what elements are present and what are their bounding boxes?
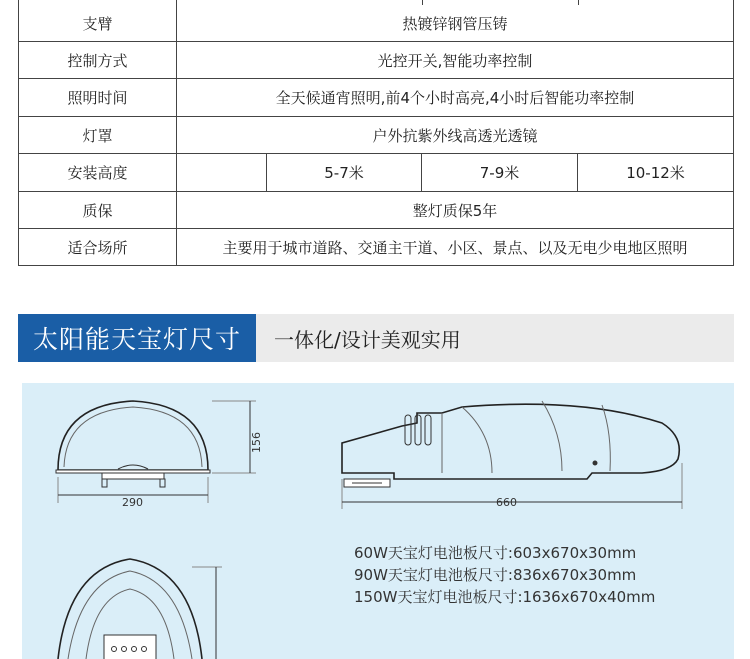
- table-row: [19, 42, 733, 79]
- row-label-lighting-time: 照明时间: [19, 79, 177, 116]
- row-label-control: 控制方式: [19, 42, 177, 78]
- side-view-drawing: [342, 401, 682, 509]
- bottom-view-drawing: [58, 559, 222, 659]
- row-value-height-2: 7-9米: [422, 154, 578, 191]
- row-value-height-3: 10-12米: [626, 164, 685, 182]
- row-value-warranty: 整灯质保5年: [412, 201, 498, 220]
- row-label-lens: 灯罩: [19, 117, 177, 153]
- dimension-drawing-panel: [22, 383, 734, 659]
- row-value-height-1: 5-7米: [267, 154, 422, 191]
- section-subtitle: 一体化/设计美观实用: [274, 327, 461, 352]
- row-blank-cell: [177, 154, 267, 191]
- row-value-arm: 热镀锌钢管压铸: [402, 14, 508, 33]
- row-value-lighting-time: 全天候通宵照明,前4个小时高亮,4小时后智能功率控制: [275, 89, 635, 107]
- row-value-control: 光控开关,智能功率控制: [377, 51, 533, 70]
- section-title: 太阳能天宝灯尺寸: [18, 314, 256, 362]
- battery-panel-specs: [354, 542, 655, 608]
- table-row: [19, 154, 733, 192]
- row-label-install-height: 安装高度: [19, 154, 177, 191]
- row-value-lens: 户外抗紫外线高透光透镜: [372, 126, 538, 145]
- front-height-label: 156: [250, 432, 263, 453]
- row-value-applications: 主要用于城市道路、交通主干道、小区、景点、以及无电少电地区照明: [222, 239, 688, 257]
- battery-spec-90w: 90W天宝灯电池板尺寸:836x670x30mm: [354, 566, 637, 584]
- table-row: [19, 5, 733, 42]
- row-label-warranty: 质保: [19, 192, 177, 228]
- battery-spec-60w: 60W天宝灯电池板尺寸:603x670x30mm: [354, 544, 637, 562]
- front-view-drawing: [56, 401, 256, 503]
- table-row: [19, 117, 733, 154]
- row-label-arm: 支臂: [19, 5, 177, 41]
- front-width-label: 290: [122, 496, 143, 509]
- table-row: [19, 79, 733, 117]
- side-length-label: 660: [496, 496, 517, 509]
- dimension-drawing: [22, 383, 734, 659]
- table-row: [19, 192, 733, 229]
- table-row: [19, 229, 733, 266]
- battery-spec-150w: 150W天宝灯电池板尺寸:1636x670x40mm: [354, 588, 656, 606]
- row-label-applications: 适合场所: [19, 229, 177, 266]
- spec-table: [18, 0, 734, 266]
- section-header: [18, 314, 734, 362]
